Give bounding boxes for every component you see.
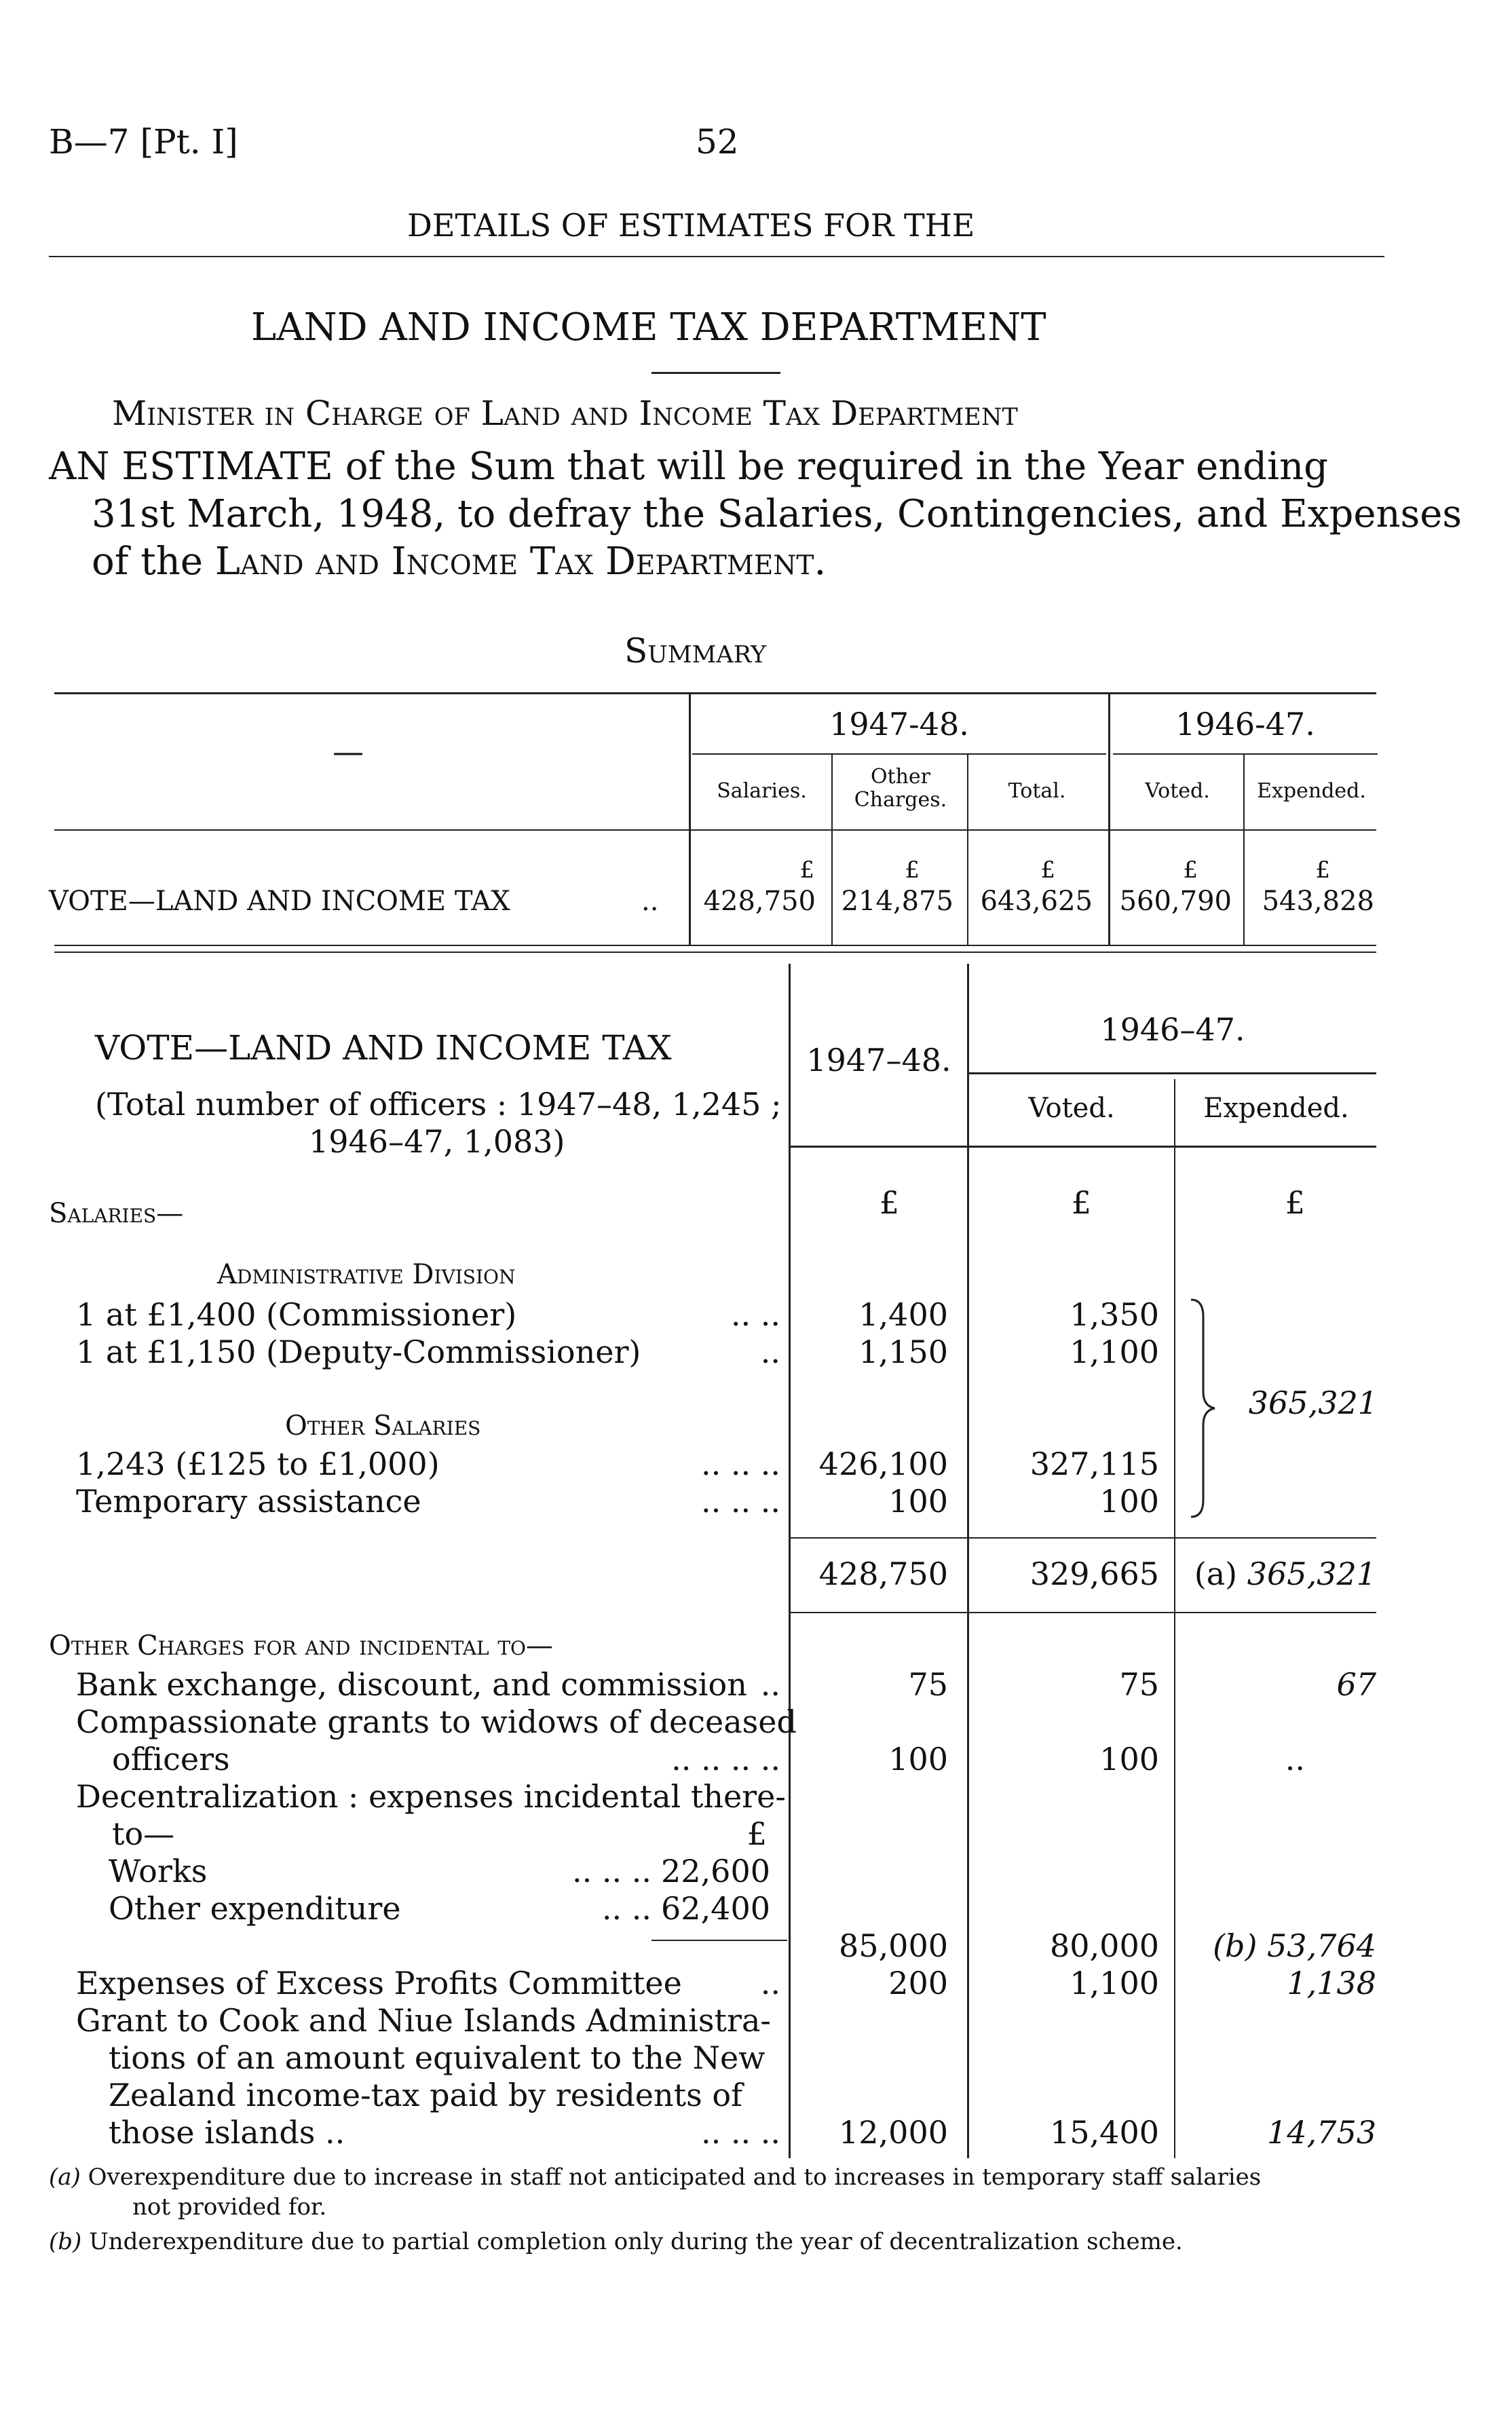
summary-bottom-rule-1 <box>54 945 1376 946</box>
salaries-total-rule <box>791 1537 1376 1539</box>
estimate-lead: AN ESTIMATE <box>49 445 333 489</box>
decentralization-voted: 80,000 <box>1050 1927 1159 1964</box>
summary-col-other-line1: Other <box>870 765 931 789</box>
summary-row-leader: .. <box>641 886 659 917</box>
decentralization-currency: £ <box>746 1815 767 1852</box>
decentralization-label-2: to— <box>112 1815 175 1852</box>
works-label: Works <box>109 1853 208 1889</box>
footnote-a-line-2: not provided for. <box>132 2194 327 2221</box>
vote-col-expended: Expended. <box>1203 1093 1349 1124</box>
excess-profits-label: Expenses of Excess Profits Committee <box>76 1965 682 2001</box>
compassionate-grants-label-1: Compassionate grants to widows of deceased <box>76 1703 797 1740</box>
decentralization-footnote-ref: (b) <box>1213 1927 1258 1964</box>
summary-year-current-rule <box>692 753 1106 755</box>
header-rule <box>49 256 1384 257</box>
excess-profits-voted: 1,100 <box>1070 1965 1159 2001</box>
summary-heading: Summary <box>624 631 767 671</box>
summary-year-current: 1947-48. <box>829 706 969 742</box>
summary-col-total: Total. <box>1008 779 1066 803</box>
bank-exchange-expended: 67 <box>1336 1666 1376 1703</box>
bank-exchange-leader: .. <box>760 1666 780 1703</box>
administrative-division-heading: Administrative Division <box>217 1259 516 1290</box>
vote-currency-current: £ <box>879 1184 899 1221</box>
decentralization-expended-value: 53,764 <box>1267 1927 1376 1964</box>
footnote-a-line-1: Overexpenditure due to increase in staff not anticipated and to increases in temporary staff salaries <box>88 2164 1262 2191</box>
footnote-b-mark: (b) <box>49 2228 82 2255</box>
salary-row-commissioner-voted: 1,350 <box>1070 1296 1159 1333</box>
decentralization-subtotal-rule <box>651 1940 787 1941</box>
summary-vrule-3 <box>1243 755 1245 945</box>
summary-top-rule <box>54 692 1376 694</box>
running-title: DETAILS OF ESTIMATES FOR THE <box>407 207 975 244</box>
summary-bottom-rule-2 <box>54 952 1376 953</box>
salary-row-temporary-current: 100 <box>888 1483 948 1520</box>
excess-profits-current: 200 <box>888 1965 948 2001</box>
other-expenditure-leader: .. .. <box>601 1890 651 1927</box>
salary-row-deputy-label: 1 at £1,150 (Deputy-Commissioner) <box>76 1334 641 1370</box>
salary-row-commissioner-leader: .. .. <box>730 1296 780 1333</box>
summary-col-voted: Voted. <box>1145 779 1210 803</box>
salaries-bracket-expended: 365,321 <box>1248 1385 1378 1421</box>
vote-col-current: 1947–48. <box>806 1042 951 1078</box>
summary-total-value: 643,625 <box>980 886 1093 917</box>
summary-voted-value: 560,790 <box>1119 886 1232 917</box>
summary-currency-total: £ <box>1040 856 1055 884</box>
cook-niue-label-2: tions of an amount equivalent to the New <box>109 2039 766 2076</box>
works-leader: .. .. .. <box>572 1853 651 1889</box>
vote-col-voted: Voted. <box>1028 1093 1115 1124</box>
salaries-brace <box>1184 1296 1225 1520</box>
document-reference: B—7 [Pt. I] <box>49 122 238 162</box>
vote-header-rule <box>791 1146 1376 1148</box>
decentralization-expended <box>1176 1927 1376 1964</box>
salary-row-general-voted: 327,115 <box>1029 1446 1159 1482</box>
summary-stub-dash: — <box>333 733 364 770</box>
cook-niue-voted: 15,400 <box>1050 2114 1159 2151</box>
summary-currency-expended: £ <box>1315 856 1330 884</box>
salaries-total-expended <box>1176 1556 1376 1592</box>
department-name-smallcaps: Land and Income Tax Department. <box>214 540 827 584</box>
compassionate-grants-current: 100 <box>888 1741 948 1777</box>
bank-exchange-label: Bank exchange, discount, and commission <box>76 1666 747 1703</box>
summary-vrule-1 <box>831 755 833 945</box>
summary-col-other-line2: Charges. <box>854 788 947 812</box>
vote-vrule-voted <box>1174 1079 1175 2158</box>
salary-row-temporary-voted: 100 <box>1099 1483 1159 1520</box>
summary-currency-salaries: £ <box>799 856 814 884</box>
vote-col-previous: 1946–47. <box>1100 1011 1245 1048</box>
salary-row-commissioner-label: 1 at £1,400 (Commissioner) <box>76 1296 517 1333</box>
salaries-total-voted: 329,665 <box>1029 1556 1159 1592</box>
salaries-total-current: 428,750 <box>818 1556 948 1592</box>
decentralization-label-1: Decentralization : expenses incidental there- <box>76 1778 786 1815</box>
title-rule <box>651 372 780 374</box>
cook-niue-current: 12,000 <box>839 2114 948 2151</box>
footnote-a-mark: (a) <box>49 2164 81 2191</box>
estimate-line-3-a: of the <box>92 540 203 584</box>
salary-row-deputy-leader: .. <box>760 1334 780 1370</box>
excess-profits-leader: .. <box>760 1965 780 2001</box>
compassionate-grants-expended: .. <box>1285 1741 1305 1777</box>
minister-heading: Minister in Charge of Land and Income Tax Department <box>112 394 1018 433</box>
salaries-total-bottom-rule <box>791 1612 1376 1613</box>
summary-other-charges-value: 214,875 <box>841 886 953 917</box>
summary-vrule-stub <box>689 694 691 946</box>
salary-row-general-current: 426,100 <box>818 1446 948 1482</box>
summary-vrule-year <box>1108 694 1110 946</box>
excess-profits-expended: 1,138 <box>1287 1965 1376 2001</box>
estimate-line-1-rest: of the Sum that will be required in the Year ending <box>345 445 1328 489</box>
summary-header-rule <box>54 829 1376 831</box>
summary-salaries-value: 428,750 <box>703 886 816 917</box>
footnote-b <box>49 2228 1183 2255</box>
other-salaries-heading: Other Salaries <box>285 1410 481 1442</box>
salary-row-temporary-leader: .. .. .. <box>701 1483 780 1520</box>
bank-exchange-current: 75 <box>908 1666 948 1703</box>
vote-officers-line-2: 1946–47, 1,083) <box>309 1123 565 1160</box>
footnote-a <box>49 2164 1261 2191</box>
summary-year-previous-rule <box>1113 753 1378 755</box>
cook-niue-label-3: Zealand income-tax paid by residents of <box>109 2077 743 2113</box>
other-expenditure-value: 62,400 <box>661 1890 770 1927</box>
other-expenditure-label: Other expenditure <box>109 1890 401 1927</box>
summary-row-label: VOTE—LAND AND INCOME TAX <box>49 886 510 917</box>
compassionate-grants-label-2: officers <box>112 1741 230 1777</box>
summary-col-salaries: Salaries. <box>717 779 807 803</box>
works-value: 22,600 <box>661 1853 770 1889</box>
vote-year-previous-rule <box>969 1072 1376 1074</box>
other-charges-heading: Other Charges for and incidental to— <box>49 1630 553 1661</box>
salary-row-general-leader: .. .. .. <box>701 1446 780 1482</box>
vote-currency-voted: £ <box>1071 1184 1091 1221</box>
cook-niue-label-1: Grant to Cook and Niue Islands Administra- <box>76 2002 771 2039</box>
salaries-total-expended-value: 365,321 <box>1247 1556 1376 1592</box>
estimate-line-3 <box>92 540 826 584</box>
footnote-b-line-1: Underexpenditure due to partial completion only during the year of decentralization scheme. <box>89 2228 1183 2255</box>
summary-expended-value: 543,828 <box>1262 886 1374 917</box>
summary-year-previous: 1946-47. <box>1175 706 1315 742</box>
estimate-line-1 <box>49 445 1328 489</box>
cook-niue-leader: .. .. .. <box>701 2114 780 2151</box>
department-title: LAND AND INCOME TAX DEPARTMENT <box>251 305 1046 350</box>
vote-currency-expended: £ <box>1285 1184 1305 1221</box>
estimate-line-2: 31st March, 1948, to defray the Salaries, Contingencies, and Expenses <box>92 492 1462 536</box>
cook-niue-expended: 14,753 <box>1267 2114 1376 2151</box>
summary-col-expended: Expended. <box>1257 779 1366 803</box>
vote-officers-line-1: (Total number of officers : 1947–48, 1,245 ; <box>95 1086 782 1123</box>
salary-row-deputy-current: 1,150 <box>858 1334 948 1370</box>
cook-niue-label-4: those islands .. <box>109 2114 345 2151</box>
summary-col-other-charges <box>833 766 968 812</box>
vote-title: VOTE—LAND AND INCOME TAX <box>95 1028 672 1068</box>
salaries-heading: Salaries— <box>49 1198 184 1229</box>
compassionate-grants-leader: .. .. .. .. <box>671 1741 780 1777</box>
salaries-total-footnote-ref: (a) <box>1194 1556 1238 1592</box>
salary-row-general-label: 1,243 (£125 to £1,000) <box>76 1446 440 1482</box>
salary-row-temporary-label: Temporary assistance <box>76 1483 421 1520</box>
summary-currency-other: £ <box>905 856 920 884</box>
compassionate-grants-voted: 100 <box>1099 1741 1159 1777</box>
summary-vrule-2 <box>967 755 968 945</box>
decentralization-current: 85,000 <box>839 1927 948 1964</box>
salary-row-commissioner-current: 1,400 <box>858 1296 948 1333</box>
summary-currency-voted: £ <box>1183 856 1198 884</box>
bank-exchange-voted: 75 <box>1119 1666 1159 1703</box>
salary-row-deputy-voted: 1,100 <box>1070 1334 1159 1370</box>
page-number: 52 <box>696 122 739 162</box>
